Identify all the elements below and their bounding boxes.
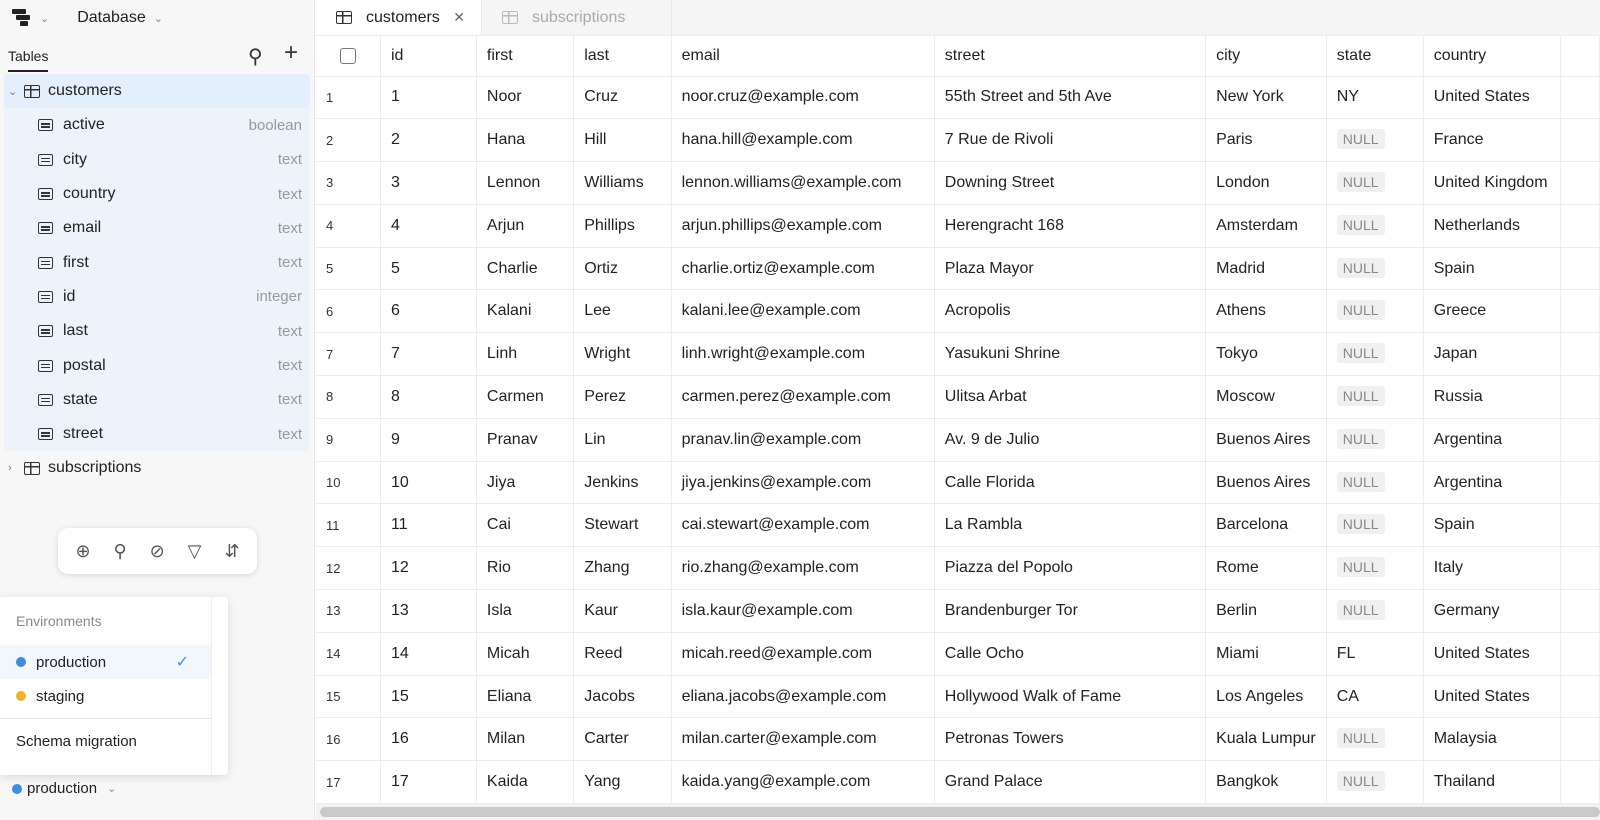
cell-first[interactable]: Carmen xyxy=(476,376,573,419)
null-badge: NULL xyxy=(1337,600,1385,620)
column-item-country[interactable] xyxy=(4,177,310,211)
cell-first[interactable]: Linh xyxy=(476,333,573,376)
cell-email[interactable]: charlie.ortiz@example.com xyxy=(671,247,934,290)
cell-country[interactable]: Netherlands xyxy=(1423,204,1560,247)
cell-id[interactable]: 15 xyxy=(380,675,476,718)
chevron-down-icon[interactable]: ⌄ xyxy=(40,12,50,25)
column-type: text xyxy=(277,219,302,237)
cell-first[interactable]: Cai xyxy=(476,504,573,547)
null-badge: NULL xyxy=(1337,343,1385,363)
cell-email[interactable]: eliana.jacobs@example.com xyxy=(671,675,934,718)
column-icon xyxy=(38,188,53,200)
cell-country[interactable]: Argentina xyxy=(1423,461,1560,504)
column-name: postal xyxy=(63,356,106,374)
cell-city[interactable]: Paris xyxy=(1206,119,1327,162)
cell-id[interactable]: 3 xyxy=(380,162,476,205)
cell-state[interactable] xyxy=(1326,119,1423,162)
column-icon xyxy=(38,428,53,440)
cell-state[interactable] xyxy=(1326,547,1423,590)
cell-id[interactable]: 6 xyxy=(380,290,476,333)
cell-country[interactable]: United States xyxy=(1423,675,1560,718)
column-header-last[interactable]: last xyxy=(574,36,671,76)
cell-first[interactable]: Noor xyxy=(476,76,573,119)
row-number[interactable]: 17 xyxy=(316,761,380,804)
column-item-state[interactable] xyxy=(4,383,310,417)
column-header-email[interactable]: email xyxy=(671,36,934,76)
cell-id[interactable]: 7 xyxy=(380,333,476,376)
column-icon xyxy=(38,325,53,337)
table-row[interactable] xyxy=(316,632,1600,675)
cell-city[interactable]: New York xyxy=(1206,76,1327,119)
cell-state[interactable] xyxy=(1326,590,1423,633)
row-number[interactable]: 15 xyxy=(316,675,380,718)
tab-label: customers xyxy=(366,8,440,26)
column-type: integer xyxy=(256,288,302,306)
env-selector-label: production xyxy=(27,780,98,797)
environments-heading: Environments xyxy=(16,613,102,629)
column-item-active[interactable] xyxy=(4,108,310,142)
cell-street[interactable]: Brandenburger Tor xyxy=(934,590,1205,633)
cell-extra[interactable] xyxy=(1560,376,1599,419)
cell-id[interactable]: 13 xyxy=(380,590,476,633)
cell-id[interactable]: 10 xyxy=(380,461,476,504)
cell-city[interactable]: Barcelona xyxy=(1206,504,1327,547)
cell-city[interactable]: Amsterdam xyxy=(1206,204,1327,247)
cell-email[interactable]: arjun.phillips@example.com xyxy=(671,204,934,247)
column-item-postal[interactable] xyxy=(4,348,310,382)
table-name: subscriptions xyxy=(48,459,142,477)
cell-street[interactable]: 55th Street and 5th Ave xyxy=(934,76,1205,119)
cell-city[interactable]: Rome xyxy=(1206,547,1327,590)
column-item-id[interactable] xyxy=(4,280,310,314)
table-icon xyxy=(24,85,40,98)
column-item-first[interactable] xyxy=(4,245,310,279)
column-item-email[interactable] xyxy=(4,211,310,245)
null-badge: NULL xyxy=(1337,472,1385,492)
cell-city[interactable]: Berlin xyxy=(1206,590,1327,633)
env-label: staging xyxy=(36,687,85,705)
cell-country[interactable]: Germany xyxy=(1423,590,1560,633)
column-header-state[interactable]: state xyxy=(1326,36,1423,76)
cell-email[interactable]: kaida.yang@example.com xyxy=(671,761,934,804)
cell-city[interactable]: Los Angeles xyxy=(1206,675,1327,718)
cell-extra[interactable] xyxy=(1560,675,1599,718)
column-name: country xyxy=(63,185,116,203)
cell-country[interactable]: France xyxy=(1423,119,1560,162)
column-icon xyxy=(38,257,53,269)
cell-street[interactable]: Hollywood Walk of Fame xyxy=(934,675,1205,718)
env-label: production xyxy=(36,653,107,671)
cell-state[interactable] xyxy=(1326,204,1423,247)
grid-toolbar xyxy=(58,528,257,574)
cell-state[interactable]: CA xyxy=(1326,675,1423,718)
cell-country[interactable]: United States xyxy=(1423,76,1560,119)
cell-first[interactable]: Isla xyxy=(476,590,573,633)
cell-email[interactable]: kalani.lee@example.com xyxy=(671,290,934,333)
cell-first[interactable]: Hana xyxy=(476,119,573,162)
status-dot xyxy=(16,691,26,701)
row-number[interactable]: 9 xyxy=(316,418,380,461)
cell-extra[interactable] xyxy=(1560,162,1599,205)
cell-street[interactable]: Yasukuni Shrine xyxy=(934,333,1205,376)
cell-first[interactable]: Eliana xyxy=(476,675,573,718)
null-badge: NULL xyxy=(1337,258,1385,278)
table-row[interactable] xyxy=(316,547,1600,590)
cell-city[interactable]: Athens xyxy=(1206,290,1327,333)
cell-extra[interactable] xyxy=(1560,247,1599,290)
cell-first[interactable]: Micah xyxy=(476,632,573,675)
sidebar xyxy=(0,0,315,820)
data-grid xyxy=(316,36,1600,804)
cell-id[interactable]: 1 xyxy=(380,76,476,119)
sort-icon[interactable]: ⇵ xyxy=(224,540,240,561)
cell-state[interactable] xyxy=(1326,504,1423,547)
row-number[interactable]: 6 xyxy=(316,290,380,333)
column-icon xyxy=(38,119,53,131)
horizontal-scrollbar[interactable] xyxy=(316,804,1600,820)
cell-street[interactable]: Plaza Mayor xyxy=(934,247,1205,290)
null-badge: NULL xyxy=(1337,172,1385,192)
column-header-id[interactable]: id xyxy=(380,36,476,76)
cell-first[interactable]: Arjun xyxy=(476,204,573,247)
schema-migration-item[interactable]: Schema migration xyxy=(16,732,137,750)
table-row[interactable] xyxy=(316,590,1600,633)
check-icon: ✓ xyxy=(175,654,189,671)
column-name: city xyxy=(63,150,87,168)
cell-last[interactable]: Cruz xyxy=(574,76,671,119)
table-icon xyxy=(502,11,518,24)
chevron-down-icon: ⌄ xyxy=(107,783,117,795)
column-header-city[interactable]: city xyxy=(1206,36,1327,76)
cell-street[interactable]: Ulitsa Arbat xyxy=(934,376,1205,419)
cell-state[interactable] xyxy=(1326,761,1423,804)
column-name: state xyxy=(63,390,98,408)
table-row[interactable] xyxy=(316,718,1600,761)
cell-extra[interactable] xyxy=(1560,333,1599,376)
cell-state[interactable]: FL xyxy=(1326,632,1423,675)
table-icon xyxy=(24,462,40,475)
cell-state[interactable] xyxy=(1326,162,1423,205)
column-type: text xyxy=(277,254,302,272)
cell-last[interactable]: Zhang xyxy=(574,547,671,590)
cell-state[interactable] xyxy=(1326,461,1423,504)
cell-email[interactable]: isla.kaur@example.com xyxy=(671,590,934,633)
table-row[interactable] xyxy=(316,675,1600,718)
cell-extra[interactable] xyxy=(1560,418,1599,461)
row-number[interactable]: 7 xyxy=(316,333,380,376)
column-item-street[interactable] xyxy=(4,417,310,451)
cell-first[interactable]: Kalani xyxy=(476,290,573,333)
cell-city[interactable]: Buenos Aires xyxy=(1206,418,1327,461)
cell-first[interactable]: Charlie xyxy=(476,247,573,290)
cell-country[interactable]: Spain xyxy=(1423,504,1560,547)
null-badge: NULL xyxy=(1337,728,1385,748)
table-icon xyxy=(336,11,352,24)
cell-last[interactable]: Reed xyxy=(574,632,671,675)
null-badge: NULL xyxy=(1337,429,1385,449)
row-number[interactable]: 13 xyxy=(316,590,380,633)
filter-icon[interactable]: ▽ xyxy=(187,540,202,561)
table-row[interactable] xyxy=(316,376,1600,419)
cell-id[interactable]: 5 xyxy=(380,247,476,290)
cell-email[interactable]: carmen.perez@example.com xyxy=(671,376,934,419)
column-type: text xyxy=(277,151,302,169)
column-name: id xyxy=(63,287,76,305)
table-row[interactable] xyxy=(316,290,1600,333)
column-item-city[interactable] xyxy=(4,143,310,177)
cell-email[interactable]: jiya.jenkins@example.com xyxy=(671,461,934,504)
table-row[interactable] xyxy=(316,333,1600,376)
column-item-last[interactable] xyxy=(4,314,310,348)
select-all-checkbox[interactable] xyxy=(340,48,356,64)
table-row[interactable] xyxy=(316,418,1600,461)
cell-street[interactable]: Piazza del Popolo xyxy=(934,547,1205,590)
cell-city[interactable]: Moscow xyxy=(1206,376,1327,419)
env-item-production[interactable] xyxy=(0,645,211,679)
tab-label: subscriptions xyxy=(532,8,626,26)
table-row[interactable] xyxy=(316,162,1600,205)
table-row[interactable] xyxy=(316,461,1600,504)
cell-last[interactable]: Hill xyxy=(574,119,671,162)
search-icon[interactable]: ⚲ xyxy=(113,540,127,561)
column-name: last xyxy=(63,322,88,340)
column-name: active xyxy=(63,116,105,134)
cell-extra[interactable] xyxy=(1560,204,1599,247)
table-row[interactable] xyxy=(316,504,1600,547)
cell-state[interactable] xyxy=(1326,718,1423,761)
cell-country[interactable]: Japan xyxy=(1423,333,1560,376)
cell-street[interactable]: Calle Florida xyxy=(934,461,1205,504)
table-row[interactable] xyxy=(316,761,1600,804)
cell-country[interactable]: United Kingdom xyxy=(1423,162,1560,205)
cell-extra[interactable] xyxy=(1560,76,1599,119)
null-badge: NULL xyxy=(1337,771,1385,791)
cell-city[interactable]: Bangkok xyxy=(1206,761,1327,804)
column-icon xyxy=(38,222,53,234)
cell-email[interactable]: micah.reed@example.com xyxy=(671,632,934,675)
cell-email[interactable]: milan.carter@example.com xyxy=(671,718,934,761)
row-number[interactable]: 1 xyxy=(316,76,380,119)
chevron-down-icon[interactable]: ⌄ xyxy=(8,85,18,98)
cell-id[interactable]: 12 xyxy=(380,547,476,590)
add-row-icon[interactable]: ⊕ xyxy=(75,540,91,561)
column-icon xyxy=(38,154,53,166)
env-item-staging[interactable] xyxy=(0,679,211,713)
null-badge: NULL xyxy=(1337,386,1385,406)
cell-first[interactable]: Lennon xyxy=(476,162,573,205)
row-number[interactable]: 2 xyxy=(316,119,380,162)
cell-first[interactable]: Kaida xyxy=(476,761,573,804)
null-badge: NULL xyxy=(1337,514,1385,534)
table-row[interactable] xyxy=(316,119,1600,162)
cell-last[interactable]: Perez xyxy=(574,376,671,419)
cell-first[interactable]: Rio xyxy=(476,547,573,590)
column-type: text xyxy=(277,425,302,443)
cell-email[interactable]: rio.zhang@example.com xyxy=(671,547,934,590)
row-number[interactable]: 16 xyxy=(316,718,380,761)
tab-customers[interactable] xyxy=(316,0,482,35)
cell-last[interactable]: Yang xyxy=(574,761,671,804)
environment-selector[interactable] xyxy=(12,780,116,797)
cell-country[interactable]: Greece xyxy=(1423,290,1560,333)
cell-state[interactable] xyxy=(1326,333,1423,376)
cell-email[interactable]: linh.wright@example.com xyxy=(671,333,934,376)
cell-country[interactable]: Italy xyxy=(1423,547,1560,590)
cell-id[interactable]: 4 xyxy=(380,204,476,247)
cell-street[interactable]: La Rambla xyxy=(934,504,1205,547)
column-name: first xyxy=(63,253,89,271)
row-number[interactable]: 10 xyxy=(316,461,380,504)
row-number[interactable]: 4 xyxy=(316,204,380,247)
select-all-header[interactable] xyxy=(316,36,380,76)
cell-extra[interactable] xyxy=(1560,290,1599,333)
column-icon xyxy=(38,394,53,406)
cell-last[interactable]: Jenkins xyxy=(574,461,671,504)
column-header-street[interactable]: street xyxy=(934,36,1205,76)
column-type: text xyxy=(277,322,302,340)
cell-country[interactable]: Malaysia xyxy=(1423,718,1560,761)
cell-last[interactable]: Jacobs xyxy=(574,675,671,718)
column-icon xyxy=(38,360,53,372)
cell-city[interactable]: Buenos Aires xyxy=(1206,461,1327,504)
cell-id[interactable]: 8 xyxy=(380,376,476,419)
table-row[interactable] xyxy=(316,247,1600,290)
column-header-extra[interactable] xyxy=(1560,36,1599,76)
cell-street[interactable]: Grand Palace xyxy=(934,761,1205,804)
row-number[interactable]: 3 xyxy=(316,162,380,205)
chevron-right-icon[interactable]: › xyxy=(8,462,12,475)
row-number[interactable]: 11 xyxy=(316,504,380,547)
row-number[interactable]: 12 xyxy=(316,547,380,590)
cell-street[interactable]: Herengracht 168 xyxy=(934,204,1205,247)
cell-email[interactable]: lennon.williams@example.com xyxy=(671,162,934,205)
null-badge: NULL xyxy=(1337,300,1385,320)
cell-last[interactable]: Lee xyxy=(574,290,671,333)
status-dot xyxy=(16,657,26,667)
cell-extra[interactable] xyxy=(1560,547,1599,590)
cell-last[interactable]: Phillips xyxy=(574,204,671,247)
status-dot xyxy=(12,784,22,794)
cell-state[interactable]: NY xyxy=(1326,76,1423,119)
column-icon xyxy=(38,291,53,303)
null-badge: NULL xyxy=(1337,215,1385,235)
table-name: customers xyxy=(48,82,122,100)
cell-city[interactable]: Tokyo xyxy=(1206,333,1327,376)
cell-email[interactable]: pranav.lin@example.com xyxy=(671,418,934,461)
database-selector[interactable]: Database xyxy=(77,9,146,26)
cell-first[interactable]: Milan xyxy=(476,718,573,761)
cell-first[interactable]: Jiya xyxy=(476,461,573,504)
cell-city[interactable]: Madrid xyxy=(1206,247,1327,290)
cell-country[interactable]: Thailand xyxy=(1423,761,1560,804)
table-item-subscriptions[interactable] xyxy=(4,451,310,485)
cell-extra[interactable] xyxy=(1560,718,1599,761)
null-badge: NULL xyxy=(1337,557,1385,577)
cell-state[interactable] xyxy=(1326,376,1423,419)
cell-email[interactable]: cai.stewart@example.com xyxy=(671,504,934,547)
column-name: email xyxy=(63,219,102,237)
cell-extra[interactable] xyxy=(1560,461,1599,504)
cell-extra[interactable] xyxy=(1560,761,1599,804)
cell-id[interactable]: 16 xyxy=(380,718,476,761)
cell-street[interactable]: Petronas Towers xyxy=(934,718,1205,761)
cell-state[interactable] xyxy=(1326,418,1423,461)
hide-columns-icon[interactable]: ⊘ xyxy=(149,540,165,561)
environments-menu xyxy=(0,597,228,775)
cell-city[interactable]: Kuala Lumpur xyxy=(1206,718,1327,761)
column-name: street xyxy=(63,425,104,443)
close-icon[interactable]: ✕ xyxy=(453,9,465,25)
cell-extra[interactable] xyxy=(1560,632,1599,675)
column-header-country[interactable]: country xyxy=(1423,36,1560,76)
cell-id[interactable]: 14 xyxy=(380,632,476,675)
cell-first[interactable]: Pranav xyxy=(476,418,573,461)
cell-street[interactable]: Av. 9 de Julio xyxy=(934,418,1205,461)
search-icon[interactable]: ⚲ xyxy=(248,46,263,68)
row-number[interactable]: 5 xyxy=(316,247,380,290)
cell-street[interactable]: Acropolis xyxy=(934,290,1205,333)
cell-last[interactable]: Ortiz xyxy=(574,247,671,290)
cell-email[interactable]: noor.cruz@example.com xyxy=(671,76,934,119)
cell-last[interactable]: Williams xyxy=(574,162,671,205)
cell-id[interactable]: 2 xyxy=(380,119,476,162)
table-row[interactable] xyxy=(316,204,1600,247)
cell-id[interactable]: 11 xyxy=(380,504,476,547)
app-logo-icon[interactable] xyxy=(12,9,32,27)
cell-city[interactable]: London xyxy=(1206,162,1327,205)
cell-city[interactable]: Miami xyxy=(1206,632,1327,675)
column-type: text xyxy=(277,357,302,375)
column-header-first[interactable]: first xyxy=(476,36,573,76)
cell-state[interactable] xyxy=(1326,290,1423,333)
cell-country[interactable]: Argentina xyxy=(1423,418,1560,461)
cell-id[interactable]: 9 xyxy=(380,418,476,461)
cell-extra[interactable] xyxy=(1560,119,1599,162)
cell-extra[interactable] xyxy=(1560,504,1599,547)
cell-country[interactable]: United States xyxy=(1423,632,1560,675)
null-badge: NULL xyxy=(1337,129,1385,149)
cell-last[interactable]: Lin xyxy=(574,418,671,461)
chevron-down-icon[interactable]: ⌄ xyxy=(153,12,163,25)
cell-last[interactable]: Carter xyxy=(574,718,671,761)
cell-state[interactable] xyxy=(1326,247,1423,290)
row-number[interactable]: 8 xyxy=(316,376,380,419)
cell-street[interactable]: Calle Ocho xyxy=(934,632,1205,675)
cell-id[interactable]: 17 xyxy=(380,761,476,804)
tables-tab[interactable]: Tables xyxy=(8,38,48,72)
add-icon[interactable]: + xyxy=(284,39,299,66)
column-type: text xyxy=(277,185,302,203)
cell-country[interactable]: Russia xyxy=(1423,376,1560,419)
column-type: boolean xyxy=(248,116,302,134)
cell-email[interactable]: hana.hill@example.com xyxy=(671,119,934,162)
table-item-customers[interactable] xyxy=(4,74,310,108)
cell-last[interactable]: Wright xyxy=(574,333,671,376)
cell-country[interactable]: Spain xyxy=(1423,247,1560,290)
table-row[interactable] xyxy=(316,76,1600,119)
cell-street[interactable]: 7 Rue de Rivoli xyxy=(934,119,1205,162)
row-number[interactable]: 14 xyxy=(316,632,380,675)
tab-subscriptions[interactable] xyxy=(482,0,672,35)
cell-last[interactable]: Kaur xyxy=(574,590,671,633)
column-type: text xyxy=(277,391,302,409)
cell-extra[interactable] xyxy=(1560,590,1599,633)
cell-last[interactable]: Stewart xyxy=(574,504,671,547)
cell-street[interactable]: Downing Street xyxy=(934,162,1205,205)
